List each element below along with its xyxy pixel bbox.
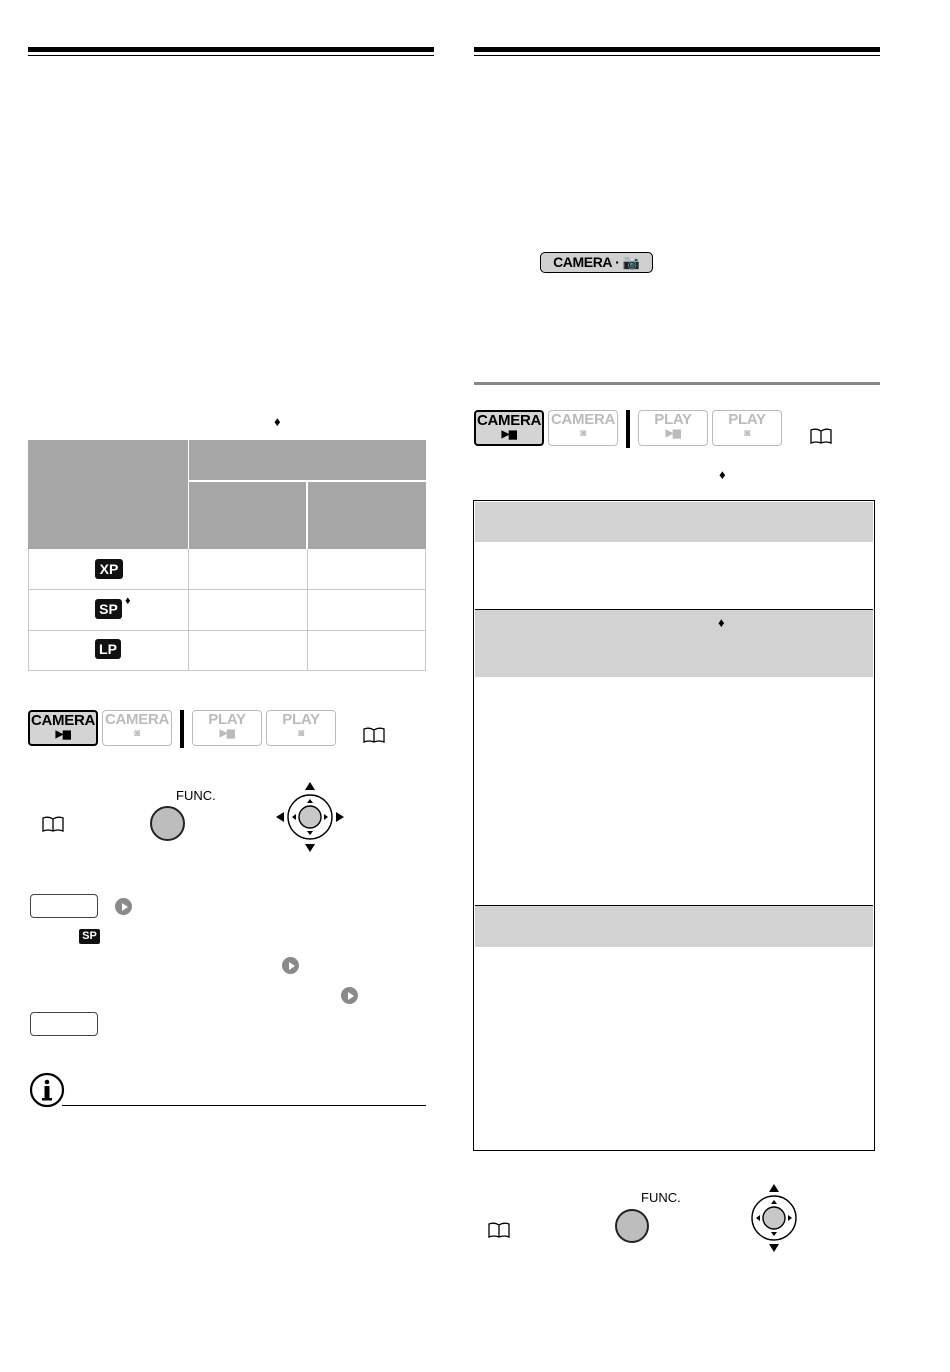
default-marker: ♦	[274, 414, 281, 429]
info-icon	[29, 1072, 65, 1108]
table-header-top	[189, 440, 426, 480]
option-header-3	[475, 906, 873, 947]
note-rule	[62, 1105, 426, 1106]
func-button-icon	[150, 806, 185, 841]
camera-photo-mode-badge: CAMERA · 📷	[540, 252, 653, 273]
func-key-box	[30, 894, 98, 918]
table-header-sub1	[189, 482, 306, 549]
table-col-line-2	[307, 549, 308, 671]
mode-play-photo: PLAY ◙	[266, 710, 336, 746]
mode-camera-photo: CAMERA ◙	[102, 710, 172, 746]
func-label: FUNC.	[176, 788, 216, 803]
header-sep-v2	[306, 482, 308, 549]
table-header-left	[28, 440, 188, 549]
mode-play-photo: PLAY ◙	[712, 410, 782, 446]
book-reference-icon	[810, 428, 832, 444]
section-divider	[474, 382, 880, 385]
table-border-left	[28, 549, 29, 671]
func-key-box-2	[30, 1012, 98, 1036]
func-label: FUNC.	[641, 1190, 681, 1205]
mode-play-movie: PLAY ▶▆	[638, 410, 708, 446]
camera-icon: ◙	[134, 728, 140, 739]
mode-separator	[626, 410, 630, 448]
header-sep-v	[188, 440, 189, 549]
table-border-right	[425, 549, 426, 671]
camera-icon: ◙	[298, 728, 304, 739]
next-arrow-icon	[341, 987, 358, 1004]
table-col-line-1	[188, 549, 189, 671]
mode-play-movie: PLAY ▶▆	[192, 710, 262, 746]
options-panel	[473, 500, 875, 1151]
sp-default-marker: ♦	[125, 595, 131, 607]
right-header-rule	[474, 47, 880, 52]
right-header-rule-thin	[474, 55, 880, 56]
table-row-line-3	[28, 670, 426, 671]
option-header-2	[475, 610, 873, 677]
sp-badge: SP	[95, 599, 122, 619]
mode-camera-movie: CAMERA ▶▆	[28, 710, 98, 746]
table-row-line-1	[28, 589, 426, 590]
lp-badge: LP	[95, 639, 121, 659]
xp-badge: XP	[95, 559, 123, 579]
movie-icon: ▶▆	[665, 428, 681, 439]
table-header-sub2	[308, 482, 426, 549]
right-mode-selector	[474, 410, 782, 448]
option-default-marker: ♦	[718, 615, 725, 630]
left-header-rule	[28, 47, 434, 52]
left-mode-selector	[28, 710, 336, 748]
option-header-1	[475, 502, 873, 542]
movie-icon: ▶▆	[501, 429, 517, 440]
next-arrow-icon	[282, 957, 299, 974]
book-reference-icon	[42, 816, 64, 832]
book-reference-icon	[488, 1222, 510, 1238]
mode-separator	[180, 710, 184, 748]
left-header-rule-thin	[28, 55, 434, 56]
book-reference-icon	[363, 727, 385, 743]
next-arrow-icon	[115, 898, 132, 915]
default-marker: ♦	[719, 467, 726, 482]
sp-inline-badge: SP	[79, 929, 100, 944]
camera-icon: ◙	[744, 428, 750, 439]
movie-icon: ▶▆	[55, 729, 71, 740]
joystick-icon	[275, 781, 345, 853]
table-row-line-2	[28, 630, 426, 631]
movie-icon: ▶▆	[219, 728, 235, 739]
camera-icon: ◙	[580, 428, 586, 439]
mode-camera-photo: CAMERA ◙	[548, 410, 618, 446]
joystick-icon	[748, 1183, 800, 1253]
func-button-icon	[615, 1209, 649, 1243]
mode-camera-movie: CAMERA ▶▆	[474, 410, 544, 446]
